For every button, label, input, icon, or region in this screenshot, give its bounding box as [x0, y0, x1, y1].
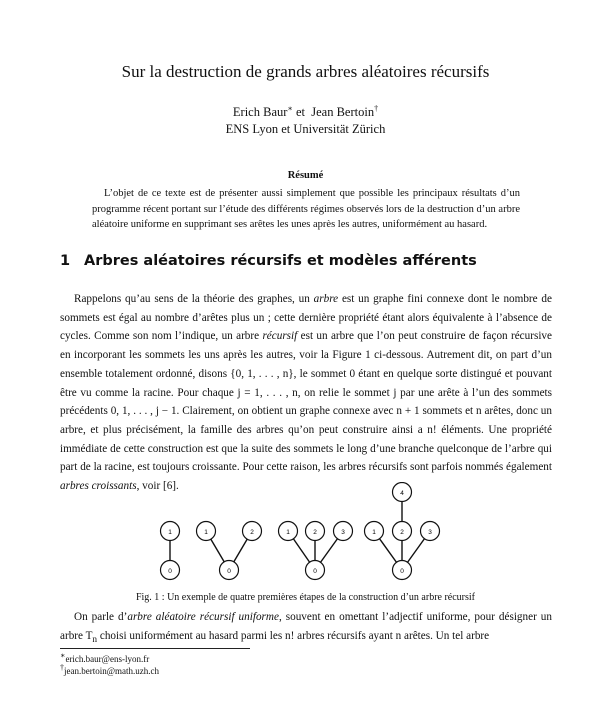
node-label: 0 — [313, 568, 317, 575]
paper-title: Sur la destruction de grands arbres aléatoires récursifs — [121, 62, 490, 81]
node-label: 1 — [168, 529, 172, 536]
figure-recursive-trees — [150, 482, 450, 582]
paragraph-1 — [60, 290, 552, 496]
node-label: 0 — [400, 568, 404, 575]
paragraph-2 — [60, 608, 552, 650]
text-run: est un graphe fini connexe dont le nombre de sommets est égal au nombre d’arêtes plus un ; cette dernière propriété étant alors équivalente à l’absence de cycles. Comme son nom l’indique, un arbre — [60, 293, 552, 343]
author-name: Erich Baur — [232, 105, 288, 120]
text-run: On parle d’ — [74, 611, 128, 623]
author-line — [0, 100, 611, 121]
footnote-2 — [60, 663, 159, 676]
text-run: , voir [6]. — [136, 480, 179, 493]
section-title: Arbres aléatoires récursifs et modèles afférents — [84, 253, 477, 269]
node-label: 2 — [400, 529, 404, 536]
figure-caption: Fig. 1 : Un exemple de quatre premières étapes de la construction d’un arbre récursif — [135, 592, 476, 603]
footnote-mark: ∗ — [60, 651, 66, 660]
abstract-text: L’objet de ce texte est de présenter aussi simplement que possible les principaux résultats d’un programme récent portant sur l’étude des différents régimes observés lors de la destruction d’un arbre aléatoire uniforme en supprimant ses arêtes les unes après les autres, uniformément au hasard. — [92, 188, 520, 230]
affiliation: ENS Lyon et Universität Zürich — [225, 122, 386, 137]
text-run: choisi uniformément au hasard parmi les n! arbres récursifs ayant n arêtes. Un tel arbre — [97, 629, 490, 642]
tree-4 — [365, 483, 440, 580]
node-label: 1 — [204, 529, 208, 536]
node-label: 2 — [250, 529, 254, 536]
text-run: est un arbre que l’on peut construire de façon récursive en incorporant les sommets les uns après les autres, voir la Figure 1 ci-dessous. Autrement dit, on part d’un ensemble totalement ordonné, disons {0, 1, . . . , n}, le sommet 0 étant en quelque sorte distingué et pouvant être vu comme la racine. Pour chaque j = 1, . . . , n, on relie le sommet j par une arête à l’un des sommets précédents 0, 1, . . . , j − 1. Clairement, on obtient un graphe connexe avec n + 1 sommets et n arêtes, donc un arbre, et plus précisément, la famille des arbres qu’on peut construire ainsi a n! éléments. Une propriété immédiate de cette construction est que la suite des sommets le long d’une branche quelconque de l’arbre qui part de la racine, est toujours croissante. Pour cette raison, les arbres récursifs sont parfois nommés également — [60, 330, 552, 474]
node-label: 3 — [341, 529, 345, 536]
abstract-heading: Résumé — [287, 170, 324, 181]
emphasis: arbres croissants — [60, 480, 137, 493]
subscript: n — [92, 634, 98, 645]
node-label: 0 — [168, 568, 172, 575]
footnote-email: jean.bertoin@math.uzh.ch — [64, 666, 160, 676]
node-label: 4 — [400, 490, 404, 497]
author-block — [0, 100, 611, 138]
footnote-mark: † — [60, 663, 64, 672]
emphasis: arbre aléatoire récursif uniforme — [127, 611, 279, 623]
emphasis: arbre — [313, 293, 339, 305]
footnote-rule — [60, 648, 250, 649]
node-label: 1 — [286, 529, 290, 536]
section-number: 1 — [60, 253, 71, 269]
text-run: , souvent en omettant l’adjectif uniforme, pour désigner un arbre T — [60, 611, 552, 642]
node-label: 1 — [372, 529, 376, 536]
footnote-email: erich.baur@ens-lyon.fr — [65, 654, 150, 664]
node-label: 3 — [428, 529, 432, 536]
node-label: 0 — [227, 568, 231, 575]
node-label: 2 — [313, 529, 317, 536]
emphasis: récursif — [262, 330, 298, 343]
author-name: Jean Bertoin — [311, 105, 375, 120]
author-joiner: et — [295, 105, 305, 120]
text-run: Rappelons qu’au sens de la théorie des graphes, un — [74, 293, 314, 305]
tree-2 — [197, 522, 262, 580]
section-heading — [60, 253, 477, 269]
footnote-mark: † — [374, 104, 379, 113]
footnote-mark: ∗ — [287, 104, 293, 113]
